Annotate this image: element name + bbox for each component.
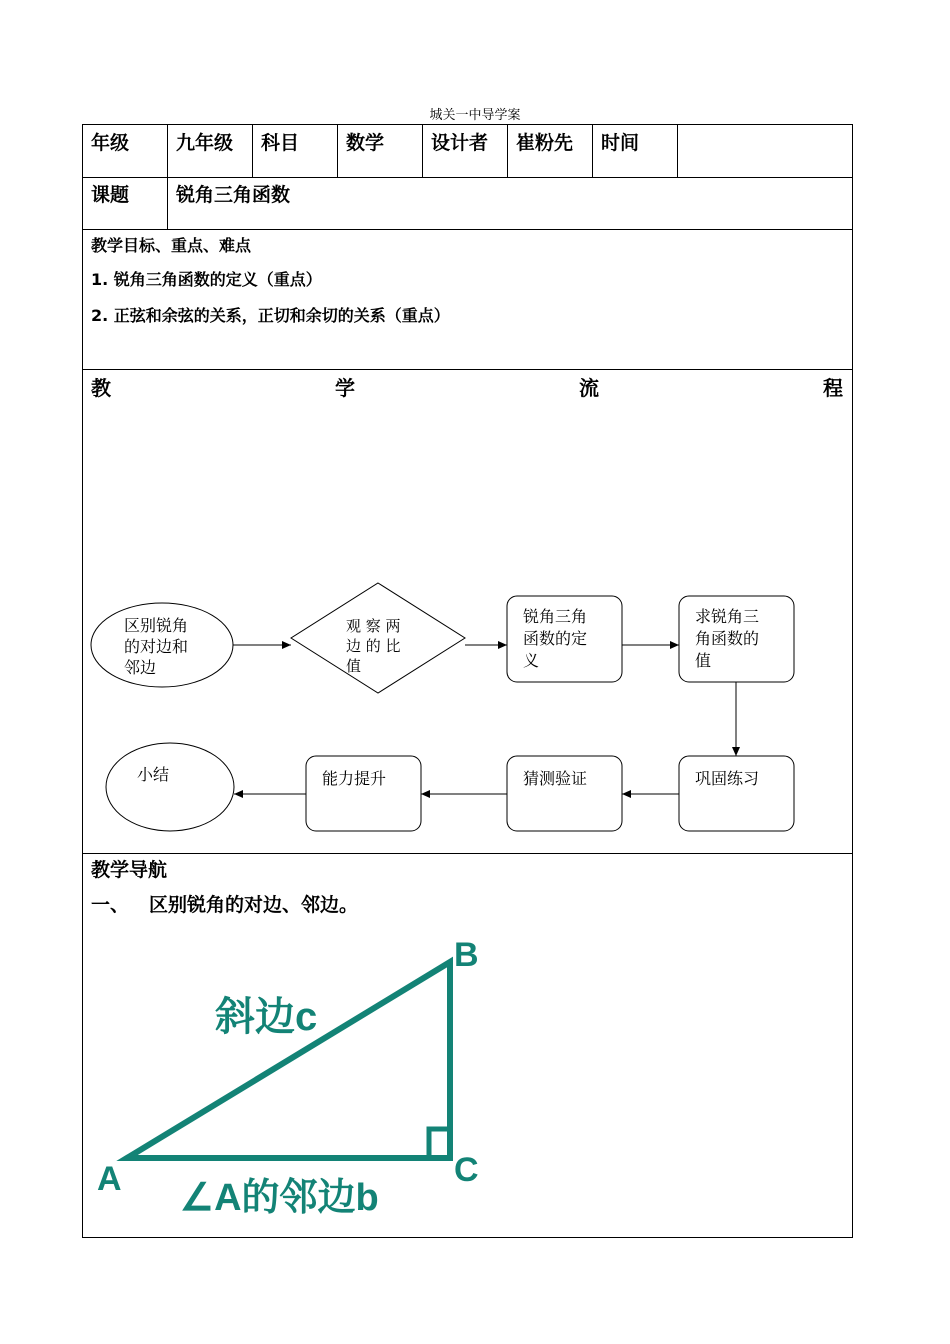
topic-label: 课题 — [91, 184, 130, 206]
hypotenuse-label: 斜边c — [215, 995, 318, 1039]
objective-item: 1. 锐角三角函数的定义（重点） — [91, 270, 322, 289]
navigation-item-text: 区别锐角的对边、邻边。 — [149, 894, 359, 916]
grade-label: 年级 — [91, 132, 130, 154]
flow-node-text: 观 察 两 — [346, 617, 401, 635]
flow-node-text: 区别锐角 — [124, 616, 189, 635]
flow-node-text: 巩固练习 — [695, 769, 760, 788]
flow-node-text: 义 — [523, 651, 540, 670]
navigation-heading: 教学导航 — [91, 859, 168, 881]
flow-node-text: 邻边 — [124, 658, 157, 677]
topic-value: 锐角三角函数 — [176, 184, 291, 206]
flow-node-text: 猜测验证 — [523, 769, 588, 788]
designer-value: 崔粉先 — [516, 132, 574, 154]
flow-node-text: 函数的定 — [523, 629, 588, 648]
flow-heading-char: 学 — [335, 376, 355, 400]
flow-node-text: 小结 — [137, 765, 170, 784]
flow-node-text: 值 — [346, 657, 362, 675]
flow-node-text: 锐角三角 — [523, 607, 588, 626]
flow-node-text: 的对边和 — [124, 637, 189, 656]
subject-value: 数学 — [346, 132, 385, 154]
page-header: 城关一中导学案 — [429, 108, 521, 123]
objectives-heading: 教学目标、重点、难点 — [91, 236, 252, 255]
vertex-a-label: A — [97, 1160, 122, 1198]
flow-heading-char: 流 — [579, 376, 599, 400]
flow-node-text: 值 — [695, 651, 712, 670]
right-triangle — [127, 962, 450, 1158]
time-label: 时间 — [601, 132, 640, 154]
flow-node-text: 求锐角三 — [695, 607, 760, 626]
subject-label: 科目 — [261, 132, 300, 154]
flow-heading-char: 教 — [91, 376, 111, 400]
adjacent-side-label: ∠A的邻边b — [180, 1177, 379, 1219]
flow-heading-char: 程 — [823, 376, 843, 400]
flow-node-text: 能力提升 — [322, 769, 387, 788]
flow-node-text: 角函数的 — [695, 629, 760, 648]
objective-item: 2. 正弦和余弦的关系，正切和余切的关系（重点） — [91, 306, 450, 325]
navigation-item-number: 一、 — [91, 894, 130, 916]
grade-value: 九年级 — [176, 132, 234, 154]
vertex-c-label: C — [454, 1151, 479, 1189]
right-angle-marker — [429, 1129, 450, 1158]
flow-node-text: 边 的 比 — [346, 637, 401, 655]
vertex-b-label: B — [454, 936, 479, 974]
designer-label: 设计者 — [431, 132, 489, 154]
